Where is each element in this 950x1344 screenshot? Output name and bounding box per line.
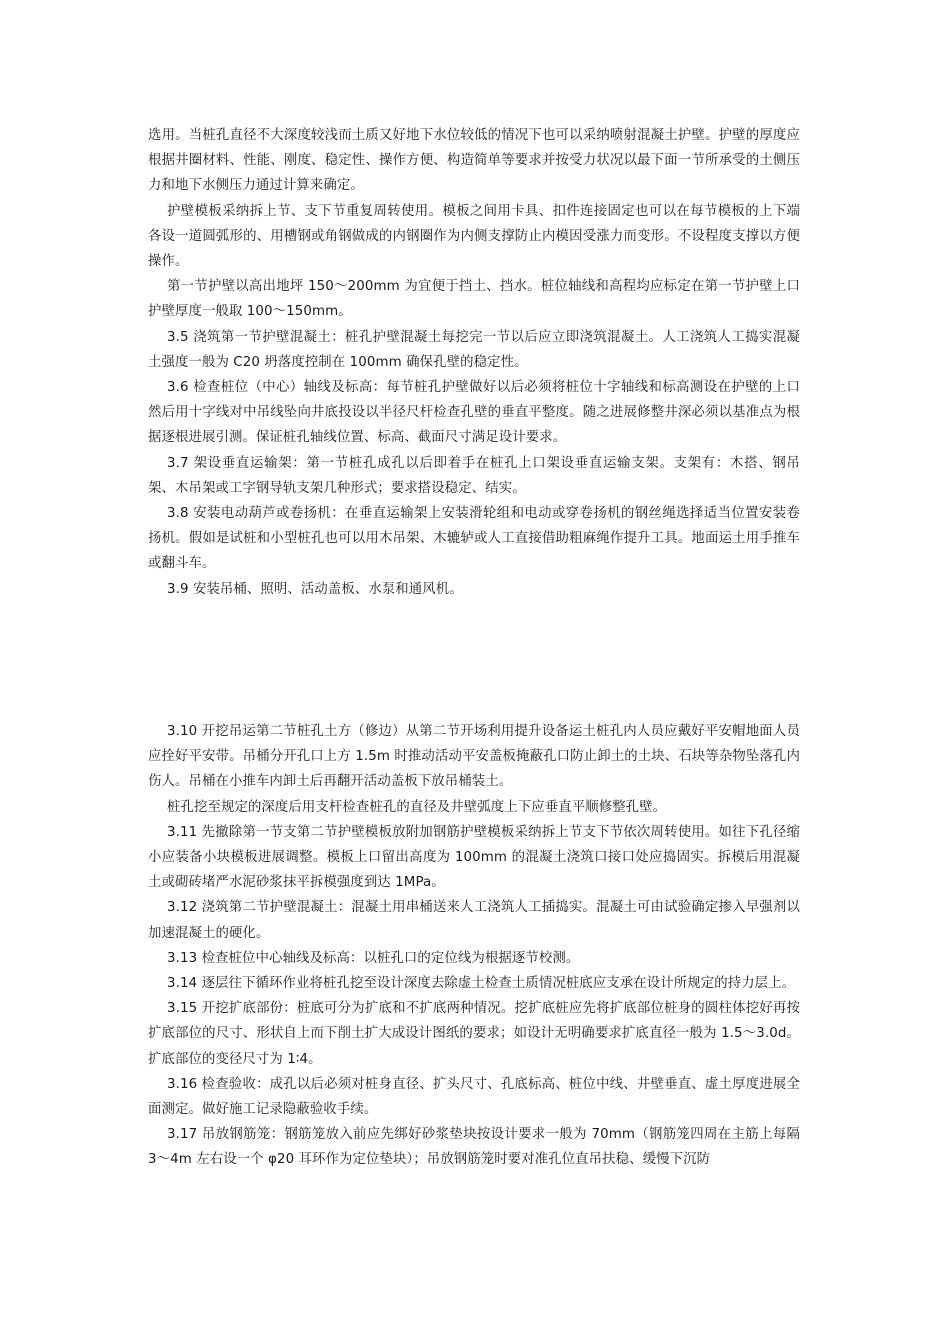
paragraph-section-3-17: 3.17 吊放钢筋笼：钢筋笼放入前应先绑好砂浆垫块按设计要求一般为 70mm（钢筋笼四周在主筋上每隔 3～4m 左右设一个 φ20 耳环作为定位垫块）；吊放钢筋笼时要对准孔位直吊扶稳、缓慢下沉防 bbox=[148, 1127, 800, 1168]
paragraph-section-3-16: 3.16 检查验收：成孔以后必须对桩身直径、扩头尺寸、孔底标高、桩位中线、井壁垂直、虚土厚度进展全面测定。做好施工记录隐蔽验收手续。 bbox=[148, 1076, 800, 1118]
paragraph-section-3-11: 3.11 先撤除第一节支第二节护壁模板放附加钢筋护壁模板采纳拆上节支下节依次周转使用。如往下孔径缩小应装备小块模板进展调整。模板上口留出高度为 100mm 的混凝土浇筑口接口处应捣固实。拆模后用混凝土或砌砖堵严水泥砂浆抹平拆模强度到达 1MPa。 bbox=[148, 824, 800, 891]
paragraph-section-3-10: 3.10 开挖吊运第二节桩孔土方（修边）从第二节开场利用提升设备运土桩孔内人员应戴好平安帽地面人员应拴好平安带。吊桶分开孔口上方 1.5m 时推动活动平安盖板掩蔽孔口防止卸土的土块、石块等杂物坠落孔内伤人。吊桶在小推车内卸土后再翻开活动盖板下放吊桶装土。 bbox=[148, 724, 800, 790]
paragraph: 桩孔挖至规定的深度后用支杆检查桩孔的直径及井壁弧度上下应垂直平顺修整孔壁。 bbox=[167, 799, 667, 815]
paragraph: 第一节护壁以高出地坪 150～200mm 为宜便于挡土、挡水。桩位轴线和高程均应标定在第一节护壁上口护壁厚度一般取 100～150mm。 bbox=[148, 279, 800, 320]
paragraph: 护壁模板采纳拆上节、支下节重复周转使用。模板之间用卡具、扣件连接固定也可以在每节模板的上下端各设一道圆弧形的、用槽钢或角钢做成的内钢圈作为内侧支撑防止内模因受涨力而变形。不设程度支撑以方便操作。 bbox=[148, 203, 800, 270]
paragraph-section-3-12: 3.12 浇筑第二节护壁混凝土：混凝土用串桶送来人工浇筑人工插捣实。混凝土可由试验确定掺入早强剂以加速混凝土的硬化。 bbox=[148, 900, 800, 941]
paragraph-section-3-7: 3.7 架设垂直运输架：第一节桩孔成孔以后即着手在桩孔上口架设垂直运输支架。支架有：木搭、钢吊架、木吊架或工字钢导轨支架几种形式；要求搭设稳定、结实。 bbox=[148, 455, 800, 496]
paragraph-section-3-5: 3.5 浇筑第一节护壁混凝土：桩孔护壁混凝土每挖完一节以后应立即浇筑混凝土。人工浇筑人工捣实混凝土强度一般为 C20 坍落度控制在 100mm 确保孔壁的稳定性。 bbox=[148, 329, 800, 370]
text-block-lower bbox=[148, 719, 800, 1173]
paragraph-section-3-9: 3.9 安装吊桶、照明、活动盖板、水泵和通风机。 bbox=[167, 581, 463, 597]
paragraph: 选用。当桩孔直径不大深度较浅而土质又好地下水位较低的情况下也可以采纳喷射混凝土护壁。护壁的厚度应根据井圈材料、性能、刚度、稳定性、操作方便、构造简单等要求并按受力状况以最下面一节所承受的土侧压力和地下水侧压力通过计算来确定。 bbox=[148, 128, 800, 194]
paragraph-section-3-15: 3.15 开挖扩底部份：桩底可分为扩底和不扩底两种情况。挖扩底桩应先将扩底部位桩身的圆柱体挖好再按扩底部位的尺寸、形状自上而下削土扩大成设计图纸的要求；如设计无明确要求扩底直径一般为 1.5～3.0d。扩底部位的变径尺寸为 1∶4。 bbox=[148, 1001, 800, 1067]
paragraph-section-3-14: 3.14 逐层往下循环作业将桩孔挖至设计深度去除虚土检查土质情况桩底应支承在设计所规定的持力层上。 bbox=[167, 976, 796, 992]
paragraph-section-3-6: 3.6 检查桩位（中心）轴线及标高：每节桩孔护壁做好以后必须将桩位十字轴线和标高测设在护壁的上口然后用十字线对中吊线坠向井底投设以半径尺杆检查孔壁的垂直平整度。随之进展修整井深必须以基准点为根据逐根进展引测。保证桩孔轴线位置、标高、截面尺寸满足设计要求。 bbox=[148, 380, 800, 446]
paragraph-section-3-13: 3.13 检查桩位中心轴线及标高：以桩孔口的定位线为根据逐节校测。 bbox=[167, 950, 580, 966]
paragraph-section-3-8: 3.8 安装电动葫芦或卷扬机：在垂直运输架上安装滑轮组和电动或穿卷扬机的钢丝绳选择适当位置安装卷扬机。假如是试桩和小型桩孔也可以用木吊架、木辘轳或人工直接借助粗麻绳作提升工具。地面运土用手推车或翻斗车。 bbox=[148, 506, 800, 572]
text-block-upper bbox=[148, 123, 800, 602]
